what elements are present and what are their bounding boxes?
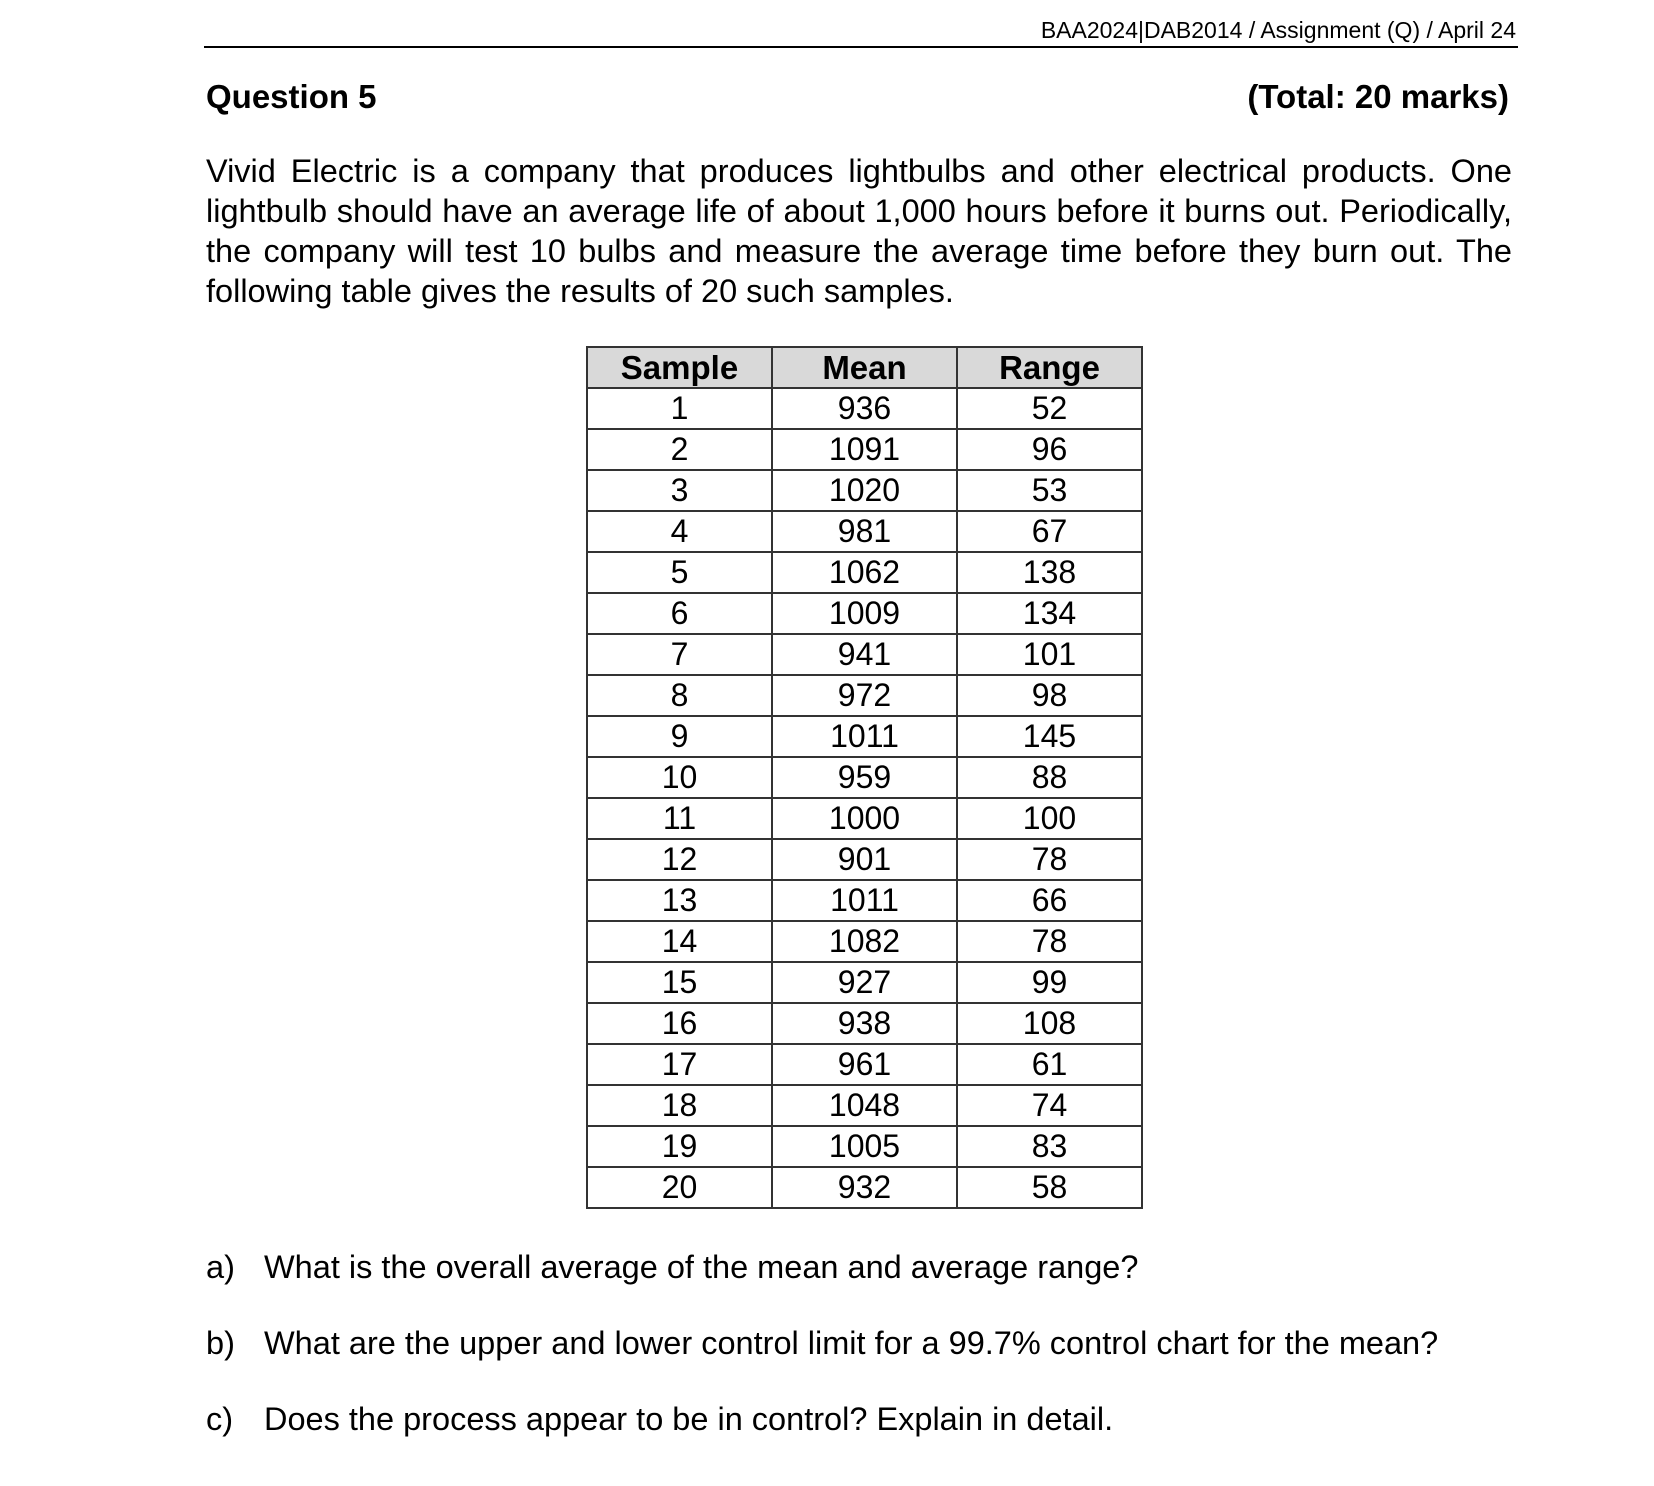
table-row bbox=[587, 470, 1142, 511]
cell-mean: 1062 bbox=[772, 552, 957, 593]
cell-range: 138 bbox=[957, 552, 1142, 593]
cell-mean: 1011 bbox=[772, 716, 957, 757]
header-divider bbox=[204, 46, 1518, 48]
cell-sample: 4 bbox=[587, 511, 772, 552]
cell-mean: 932 bbox=[772, 1167, 957, 1208]
table-row bbox=[587, 511, 1142, 552]
subquestion-letter: c) bbox=[206, 1401, 234, 1437]
cell-range: 88 bbox=[957, 757, 1142, 798]
table-row bbox=[587, 552, 1142, 593]
table-row bbox=[587, 593, 1142, 634]
cell-sample: 12 bbox=[587, 839, 772, 880]
cell-mean: 981 bbox=[772, 511, 957, 552]
cell-range: 100 bbox=[957, 798, 1142, 839]
cell-sample: 16 bbox=[587, 1003, 772, 1044]
subquestion-letter: b) bbox=[206, 1325, 235, 1361]
column-header-mean: Mean bbox=[772, 347, 957, 388]
cell-mean: 959 bbox=[772, 757, 957, 798]
cell-mean: 1011 bbox=[772, 880, 957, 921]
table-row bbox=[587, 675, 1142, 716]
subquestion-letter: a) bbox=[206, 1249, 235, 1285]
cell-sample: 6 bbox=[587, 593, 772, 634]
cell-sample: 17 bbox=[587, 1044, 772, 1085]
table-header-row bbox=[587, 347, 1142, 388]
cell-range: 67 bbox=[957, 511, 1142, 552]
table-row bbox=[587, 757, 1142, 798]
table-row bbox=[587, 1085, 1142, 1126]
cell-mean: 1091 bbox=[772, 429, 957, 470]
cell-sample: 3 bbox=[587, 470, 772, 511]
table-row bbox=[587, 1044, 1142, 1085]
question-intro: Vivid Electric is a company that produces lightbulbs and other electrical products. One lightbulb should have an average life of about 1,000 hours before it burns out. Periodically, the company will test 10 bulbs and measure the average time before they burn out. The following table gives the results of 20 such samples. bbox=[206, 153, 1512, 309]
page-header: BAA2024|DAB2014 / Assignment (Q) / April 24 bbox=[1040, 17, 1516, 43]
cell-mean: 1082 bbox=[772, 921, 957, 962]
cell-sample: 1 bbox=[587, 388, 772, 429]
table-row bbox=[587, 1126, 1142, 1167]
table-row bbox=[587, 1167, 1142, 1208]
subquestion-text: Does the process appear to be in control? Explain in detail. bbox=[264, 1401, 1114, 1437]
cell-sample: 9 bbox=[587, 716, 772, 757]
question-title: Question 5 bbox=[206, 78, 377, 115]
cell-mean: 1000 bbox=[772, 798, 957, 839]
subquestion-item bbox=[206, 1325, 1438, 1401]
cell-sample: 15 bbox=[587, 962, 772, 1003]
cell-mean: 901 bbox=[772, 839, 957, 880]
cell-mean: 1048 bbox=[772, 1085, 957, 1126]
table-row bbox=[587, 388, 1142, 429]
cell-sample: 5 bbox=[587, 552, 772, 593]
cell-mean: 1009 bbox=[772, 593, 957, 634]
cell-sample: 13 bbox=[587, 880, 772, 921]
cell-mean: 938 bbox=[772, 1003, 957, 1044]
subquestion-item bbox=[206, 1401, 1438, 1477]
cell-mean: 972 bbox=[772, 675, 957, 716]
cell-sample: 18 bbox=[587, 1085, 772, 1126]
table-body bbox=[587, 388, 1142, 1208]
cell-range: 96 bbox=[957, 429, 1142, 470]
samples-table bbox=[586, 346, 1143, 1209]
cell-mean: 941 bbox=[772, 634, 957, 675]
subquestion-item bbox=[206, 1249, 1438, 1325]
subquestion-list bbox=[206, 1249, 1438, 1477]
cell-sample: 14 bbox=[587, 921, 772, 962]
cell-range: 98 bbox=[957, 675, 1142, 716]
table-row bbox=[587, 634, 1142, 675]
cell-sample: 2 bbox=[587, 429, 772, 470]
cell-range: 101 bbox=[957, 634, 1142, 675]
table-row bbox=[587, 880, 1142, 921]
cell-mean: 961 bbox=[772, 1044, 957, 1085]
cell-range: 52 bbox=[957, 388, 1142, 429]
table-row bbox=[587, 798, 1142, 839]
cell-range: 53 bbox=[957, 470, 1142, 511]
table-row bbox=[587, 1003, 1142, 1044]
table-row bbox=[587, 429, 1142, 470]
cell-range: 78 bbox=[957, 921, 1142, 962]
question-marks: (Total: 20 marks) bbox=[1247, 78, 1509, 115]
cell-range: 58 bbox=[957, 1167, 1142, 1208]
cell-mean: 936 bbox=[772, 388, 957, 429]
cell-range: 66 bbox=[957, 880, 1142, 921]
table-row bbox=[587, 921, 1142, 962]
cell-range: 134 bbox=[957, 593, 1142, 634]
cell-sample: 20 bbox=[587, 1167, 772, 1208]
table-row bbox=[587, 962, 1142, 1003]
column-header-range: Range bbox=[957, 347, 1142, 388]
cell-range: 108 bbox=[957, 1003, 1142, 1044]
table-row bbox=[587, 839, 1142, 880]
column-header-sample: Sample bbox=[587, 347, 772, 388]
cell-range: 74 bbox=[957, 1085, 1142, 1126]
cell-mean: 927 bbox=[772, 962, 957, 1003]
subquestion-text: What are the upper and lower control limit for a 99.7% control chart for the mean? bbox=[264, 1325, 1439, 1361]
cell-range: 83 bbox=[957, 1126, 1142, 1167]
table-row bbox=[587, 716, 1142, 757]
cell-sample: 11 bbox=[587, 798, 772, 839]
cell-sample: 7 bbox=[587, 634, 772, 675]
cell-range: 78 bbox=[957, 839, 1142, 880]
cell-mean: 1020 bbox=[772, 470, 957, 511]
cell-range: 99 bbox=[957, 962, 1142, 1003]
cell-range: 145 bbox=[957, 716, 1142, 757]
cell-sample: 8 bbox=[587, 675, 772, 716]
subquestion-text: What is the overall average of the mean and average range? bbox=[264, 1249, 1139, 1285]
cell-range: 61 bbox=[957, 1044, 1142, 1085]
cell-sample: 19 bbox=[587, 1126, 772, 1167]
cell-mean: 1005 bbox=[772, 1126, 957, 1167]
cell-sample: 10 bbox=[587, 757, 772, 798]
